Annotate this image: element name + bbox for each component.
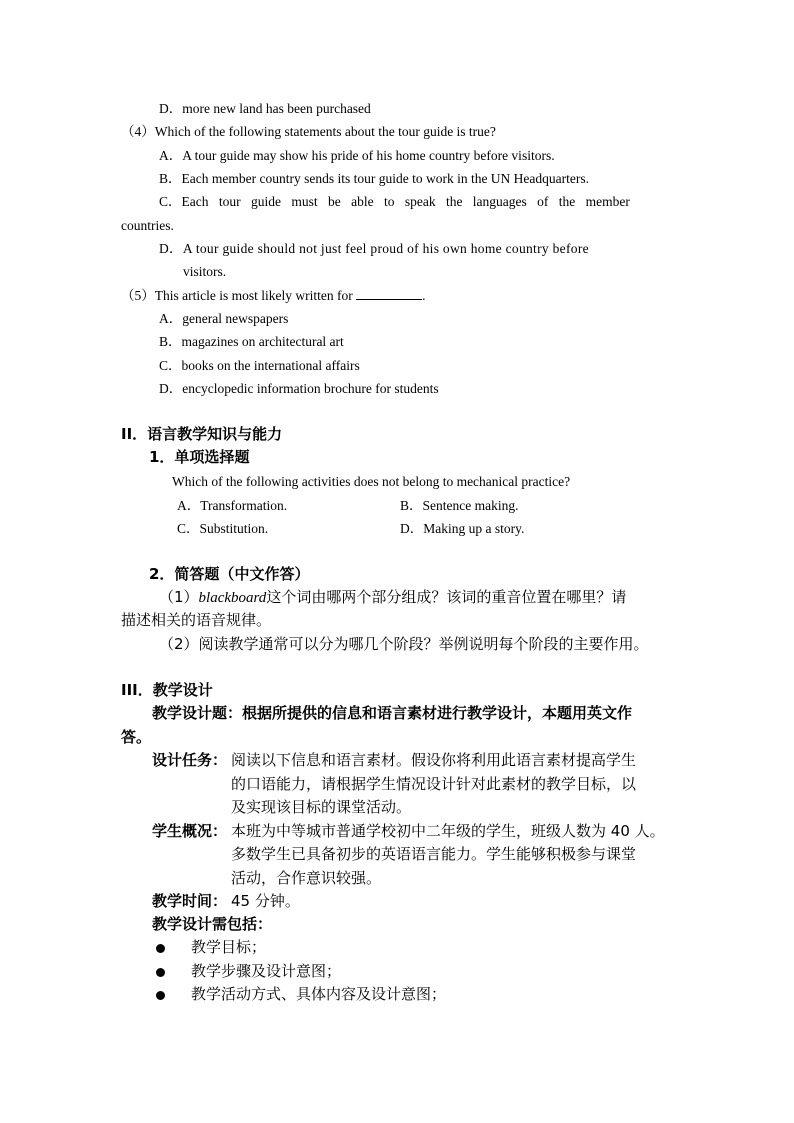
task-text-3: 及实现该目标的课堂活动。 [231, 798, 412, 816]
requirement-item: 教学步骤及设计意图； [191, 962, 342, 980]
q4-option-c: C．Each tour guide must be able to speak the languages of the member [159, 194, 630, 209]
design-intro-cont: 答。 [121, 728, 152, 746]
time-label: 教学时间： [152, 892, 228, 910]
q5-stem-end: . [422, 288, 426, 303]
section-2-heading: II．语言教学知识与能力 [121, 425, 283, 443]
must-include-label: 教学设计需包括： [152, 915, 273, 933]
mc-option-c: C．Substitution. [177, 521, 269, 536]
section-3-heading: III．教学设计 [121, 681, 213, 699]
mc-option-a: A．Transformation. [177, 498, 288, 513]
students-text-2: 多数学生已具备初步的英语语言能力。学生能够积极参与课堂 [231, 845, 637, 863]
time-value: 45 分钟。 [231, 892, 300, 910]
q4-option-a: A．A tour guide may show his pride of his home country before visitors. [159, 148, 555, 163]
students-label: 学生概况： [152, 822, 228, 840]
q1-keyword: blackboard [198, 590, 267, 606]
short-answer-q2: （2）阅读教学通常可以分为哪几个阶段？举例说明每个阶段的主要作用。 [159, 635, 649, 653]
bullet-icon [156, 991, 165, 1000]
q5-stem [121, 289, 425, 303]
q4-option-c-cont: countries. [121, 218, 174, 233]
requirement-item: 教学目标； [191, 938, 267, 956]
mc-option-d: D．Making up a story. [400, 521, 525, 536]
mc-option-b: B．Sentence making. [400, 498, 519, 513]
q1-text: 这个词由哪两个部分组成？该词的重音位置在哪里？请 [266, 588, 627, 606]
q4-option-d: D．A tour guide should not just feel proud of his own home country before [159, 241, 589, 256]
section-2-sub2-title: 2．简答题（中文作答） [149, 565, 310, 583]
task-text-2: 的口语能力，请根据学生情况设计针对此素材的教学目标，以 [231, 775, 637, 793]
q4-stem: （4）Which of the following statements about the tour guide is true? [121, 124, 496, 139]
q5-stem-text: （5）This article is most likely written for [121, 288, 353, 303]
students-text-1: 本班为中等城市普通学校初中二年级的学生，班级人数为 40 人。 [231, 822, 665, 840]
students-text-3: 活动，合作意识较强。 [231, 869, 382, 887]
mc-question-stem: Which of the following activities does not belong to mechanical practice? [172, 474, 571, 489]
short-answer-q1 [159, 590, 626, 606]
task-label: 设计任务： [152, 751, 228, 769]
q4-option-d-cont: visitors. [183, 264, 227, 279]
design-intro: 教学设计题：根据所提供的信息和语言素材进行教学设计，本题用英文作 [152, 704, 633, 722]
requirement-item: 教学活动方式、具体内容及设计意图； [191, 985, 447, 1003]
q5-option-d: D．encyclopedic information brochure for students [159, 381, 439, 396]
q5-answer-blank [356, 289, 422, 300]
bullet-icon [156, 944, 165, 953]
q5-option-c: C．books on the international affairs [159, 358, 360, 373]
q4-option-b: B．Each member country sends its tour guide to work in the UN Headquarters. [159, 171, 590, 186]
short-answer-q1-cont: 描述相关的语音规律。 [121, 611, 272, 629]
q1-number: （1） [159, 588, 199, 606]
task-text-1: 阅读以下信息和语言素材。假设你将利用此语言素材提高学生 [231, 751, 637, 769]
q3-option-d: D．more new land has been purchased [159, 101, 371, 116]
q5-option-a: A．general newspapers [159, 311, 289, 326]
section-2-sub1-title: 1．单项选择题 [149, 448, 250, 466]
bullet-icon [156, 968, 165, 977]
q5-option-b: B．magazines on architectural art [159, 334, 344, 349]
